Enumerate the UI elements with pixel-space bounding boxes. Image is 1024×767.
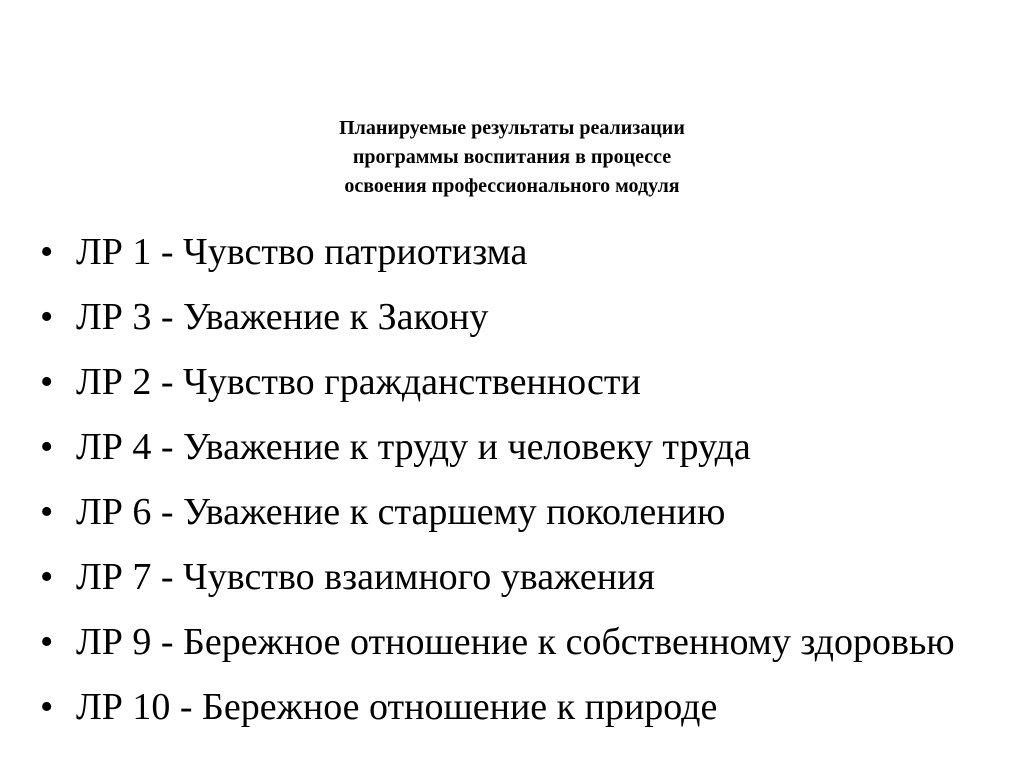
list-item: [40, 228, 1000, 276]
list-item-text: ЛР 2 - Чувство гражданственности: [76, 361, 641, 403]
list-item: [40, 423, 1000, 471]
bullet-list: [40, 228, 1000, 748]
list-item: [40, 293, 1000, 341]
list-item: [40, 683, 1000, 731]
list-item-text: ЛР 7 - Чувство взаимного уважения: [76, 556, 655, 598]
slide-title: [200, 114, 824, 201]
list-item-text: ЛР 1 - Чувство патриотизма: [76, 231, 528, 273]
bullet-icon: •: [40, 361, 54, 403]
title-line-2: программы воспитания в процессе: [352, 146, 672, 168]
bullet-icon: •: [40, 296, 54, 338]
list-item-text: ЛР 3 - Уважение к Закону: [76, 296, 489, 338]
bullet-icon: •: [40, 231, 54, 273]
list-item: [40, 553, 1000, 601]
list-item-text: ЛР 9 - Бережное отношение к собственному здоровью: [76, 621, 955, 663]
bullet-icon: •: [40, 426, 54, 468]
bullet-icon: •: [40, 491, 54, 533]
bullet-icon: •: [40, 686, 54, 728]
title-line-3: освоения профессионального модуля: [344, 175, 680, 197]
list-item-text: ЛР 6 - Уважение к старшему поколению: [76, 491, 726, 533]
bullet-icon: •: [40, 556, 54, 598]
bullet-icon: •: [40, 621, 54, 663]
list-item-text: ЛР 10 - Бережное отношение к природе: [76, 686, 718, 728]
list-item: [40, 358, 1000, 406]
title-line-1: Планируемые результаты реализации: [339, 117, 685, 139]
list-item-text: ЛР 4 - Уважение к труду и человеку труда: [76, 426, 751, 468]
list-item: [40, 488, 1000, 536]
list-item: [40, 618, 1000, 666]
